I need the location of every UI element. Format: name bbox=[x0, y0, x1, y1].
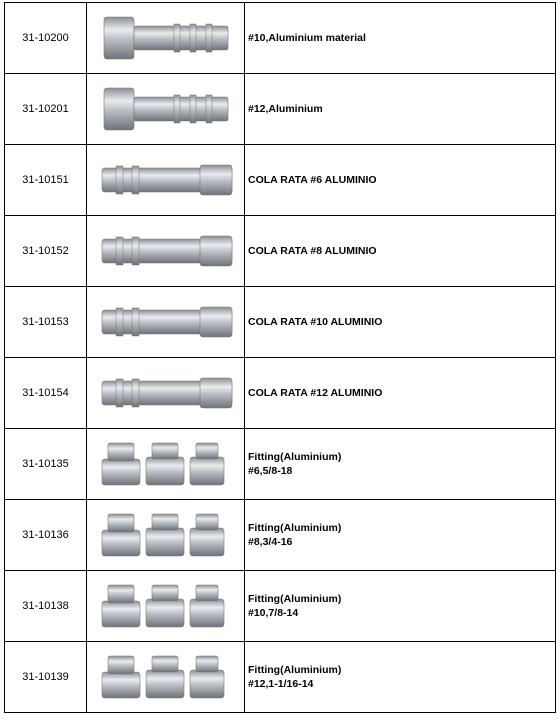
part-code: 31-10135 bbox=[5, 429, 87, 500]
table-row bbox=[5, 571, 556, 642]
description-line: Fitting(Aluminium) bbox=[248, 522, 342, 534]
hose-tail-fitting-image bbox=[96, 231, 236, 271]
description-line: COLA RATA #12 ALUMINIO bbox=[248, 387, 383, 399]
table-row bbox=[5, 145, 556, 216]
part-description bbox=[245, 571, 556, 642]
part-description bbox=[245, 358, 556, 429]
part-image bbox=[87, 500, 245, 571]
hose-tail-fitting-image bbox=[96, 160, 236, 200]
description-line: COLA RATA #10 ALUMINIO bbox=[248, 316, 383, 328]
part-code: 31-10200 bbox=[5, 3, 87, 74]
hex-nut-set-image bbox=[96, 439, 236, 489]
hose-nut-fitting-image bbox=[96, 80, 236, 138]
part-description bbox=[245, 500, 556, 571]
description-line: Fitting(Aluminium) bbox=[248, 664, 342, 676]
description-line: #10,7/8-14 bbox=[248, 607, 299, 619]
description-line: #12,Aluminium bbox=[248, 103, 323, 115]
part-image bbox=[87, 571, 245, 642]
part-code: 31-10139 bbox=[5, 642, 87, 713]
part-description bbox=[245, 3, 556, 74]
part-description bbox=[245, 642, 556, 713]
part-code: 31-10153 bbox=[5, 287, 87, 358]
part-description bbox=[245, 287, 556, 358]
part-code: 31-10154 bbox=[5, 358, 87, 429]
table-row bbox=[5, 358, 556, 429]
part-code: 31-10138 bbox=[5, 571, 87, 642]
table-row bbox=[5, 216, 556, 287]
part-description bbox=[245, 429, 556, 500]
description-line: #6,5/8-18 bbox=[248, 465, 293, 477]
part-image bbox=[87, 642, 245, 713]
part-image bbox=[87, 145, 245, 216]
hose-tail-fitting-image bbox=[96, 373, 236, 413]
part-description bbox=[245, 74, 556, 145]
description-line: #10,Aluminium material bbox=[248, 32, 366, 44]
description-line: COLA RATA #8 ALUMINIO bbox=[248, 245, 377, 257]
part-description bbox=[245, 145, 556, 216]
hose-tail-fitting-image bbox=[96, 302, 236, 342]
part-code: 31-10201 bbox=[5, 74, 87, 145]
part-description bbox=[245, 216, 556, 287]
product-catalog-table bbox=[4, 2, 556, 713]
hex-nut-set-image bbox=[96, 510, 236, 560]
table-row bbox=[5, 287, 556, 358]
description-line: #8,3/4-16 bbox=[248, 536, 293, 548]
part-code: 31-10152 bbox=[5, 216, 87, 287]
hex-nut-set-image bbox=[96, 581, 236, 631]
table-row bbox=[5, 642, 556, 713]
part-image bbox=[87, 216, 245, 287]
part-code: 31-10151 bbox=[5, 145, 87, 216]
part-image bbox=[87, 287, 245, 358]
table-row bbox=[5, 429, 556, 500]
table-row bbox=[5, 500, 556, 571]
description-line: Fitting(Aluminium) bbox=[248, 593, 342, 605]
description-line: #12,1-1/16-14 bbox=[248, 678, 314, 690]
part-image bbox=[87, 358, 245, 429]
table-row bbox=[5, 3, 556, 74]
description-line: Fitting(Aluminium) bbox=[248, 451, 342, 463]
description-line: COLA RATA #6 ALUMINIO bbox=[248, 174, 377, 186]
part-image bbox=[87, 429, 245, 500]
part-image bbox=[87, 74, 245, 145]
hose-nut-fitting-image bbox=[96, 9, 236, 67]
part-image bbox=[87, 3, 245, 74]
table-row bbox=[5, 74, 556, 145]
part-code: 31-10136 bbox=[5, 500, 87, 571]
catalog-body bbox=[5, 3, 556, 713]
hex-nut-set-image bbox=[96, 652, 236, 702]
